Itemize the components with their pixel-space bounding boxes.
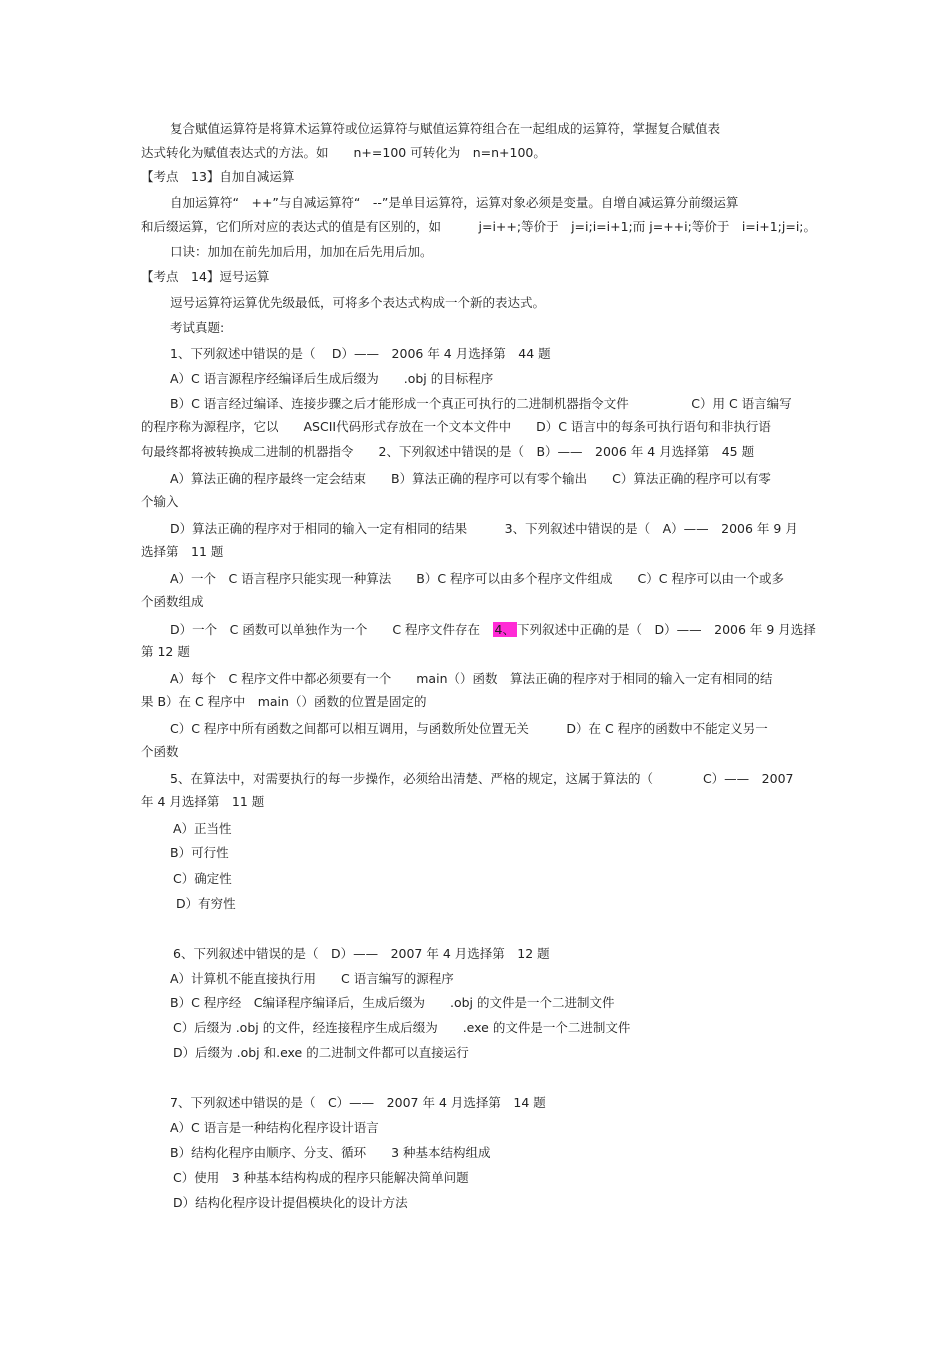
text-line: 第 12 题 bbox=[141, 644, 190, 659]
option-line: A）算法正确的程序最终一定会结束 B）算法正确的程序可以有零个输出 C）算法正确的程序可以有零 bbox=[170, 471, 771, 486]
option-line: A）C 语言是一种结构化程序设计语言 bbox=[170, 1120, 379, 1135]
text-line: 口诀：加加在前先加后用，加加在后先用后加。 bbox=[170, 244, 433, 259]
text-line: 的程序称为源程序，它以 ASCII代码形式存放在一个文本文件中 D）C 语言中的每条可执行语句和非执行语 bbox=[141, 419, 771, 434]
option-text: D）一个 C 函数可以单独作为一个 C 程序文件存在 bbox=[170, 622, 493, 637]
text-line: 自加运算符“ ++”与自减运算符“ --”是单目运算符，运算对象必须是变量。自增自减运算分前缀运算 bbox=[170, 195, 739, 210]
option-line: A）计算机不能直接执行用 C 语言编写的源程序 bbox=[170, 971, 454, 986]
question-line: 6、下列叙述中错误的是（ D）—— 2007 年 4 月选择第 12 题 bbox=[173, 946, 550, 961]
question-line: 7、下列叙述中错误的是（ C）—— 2007 年 4 月选择第 14 题 bbox=[170, 1095, 546, 1110]
option-line: D）算法正确的程序对于相同的输入一定有相同的结果 3、下列叙述中错误的是（ A）—— 2006 年 9 月 bbox=[170, 521, 798, 536]
question-line: 1、下列叙述中错误的是（ D）—— 2006 年 4 月选择第 44 题 bbox=[170, 346, 551, 361]
option-line: B）结构化程序由顺序、分支、循环 3 种基本结构组成 bbox=[170, 1145, 491, 1160]
option-line: A）一个 C 语言程序只能实现一种算法 B）C 程序可以由多个程序文件组成 C）C 程序可以由一个或多 bbox=[170, 571, 784, 586]
option-line: A）C 语言源程序经编译后生成后缀为 .obj 的目标程序 bbox=[170, 371, 494, 386]
text-line: 句最终都将被转换成二进制的机器指令 2、下列叙述中错误的是（ B）—— 2006 年 4 月选择第 45 题 bbox=[141, 444, 755, 459]
text-line: 果 B）在 C 程序中 main（）函数的位置是固定的 bbox=[141, 694, 427, 709]
option-line: C）后缀为 .obj 的文件，经连接程序生成后缀为 .exe 的文件是一个二进制文件 bbox=[173, 1020, 631, 1035]
option-line: B）C 程序经 C编译程序编译后，生成后缀为 .obj 的文件是一个二进制文件 bbox=[170, 995, 615, 1010]
option-line: D）后缀为 .obj 和.exe 的二进制文件都可以直接运行 bbox=[173, 1045, 469, 1060]
text-line: 和后缀运算，它们所对应的表达式的值是有区别的，如 j=i++;等价于 j=i;i=i+1;而 j=++i;等价于 i=i+1;j=i;。 bbox=[141, 219, 817, 234]
text-line: 复合赋值运算符是将算术运算符或位运算符与赋值运算符组合在一起组成的运算符，掌握复合赋值表 bbox=[170, 121, 721, 136]
option-line: B）可行性 bbox=[170, 845, 229, 860]
text-line: 个函数组成 bbox=[141, 594, 204, 609]
option-line: C）确定性 bbox=[173, 871, 232, 886]
text-line: 逗号运算符运算优先级最低，可将多个表达式构成一个新的表达式。 bbox=[170, 295, 546, 310]
text-line: 年 4 月选择第 11 题 bbox=[141, 794, 265, 809]
text-line: 考试真题: bbox=[170, 320, 225, 335]
section-heading: 【考点 14】逗号运算 bbox=[141, 269, 270, 284]
question-text: 下列叙述中正确的是（ D）—— 2006 年 9 月选择 bbox=[516, 622, 816, 637]
highlight-marker: 4、 bbox=[494, 622, 515, 637]
option-line bbox=[170, 622, 816, 638]
text-line: 达式转化为赋值表达式的方法。如 n+=100 可转化为 n=n+100。 bbox=[141, 145, 546, 160]
text-line: 个输入 bbox=[141, 494, 179, 509]
option-line: A）正当性 bbox=[173, 821, 232, 836]
option-line: C）C 程序中所有函数之间都可以相互调用，与函数所处位置无关 D）在 C 程序的函数中不能定义另一 bbox=[170, 721, 768, 736]
option-line: D）结构化程序设计提倡模块化的设计方法 bbox=[173, 1195, 408, 1210]
text-line: 个函数 bbox=[141, 744, 179, 759]
option-line: B）C 语言经过编译、连接步骤之后才能形成一个真正可执行的二进制机器指令文件 C）用 C 语言编写 bbox=[170, 396, 792, 411]
question-line: 5、在算法中，对需要执行的每一步操作，必须给出清楚、严格的规定，这属于算法的（ C）—— 2007 bbox=[170, 771, 794, 786]
option-line: A）每个 C 程序文件中都必须要有一个 main（）函数 算法正确的程序对于相同的输入一定有相同的结 bbox=[170, 671, 773, 686]
option-line: D）有穷性 bbox=[176, 896, 236, 911]
option-line: C）使用 3 种基本结构构成的程序只能解决简单问题 bbox=[173, 1170, 469, 1185]
text-line: 选择第 11 题 bbox=[141, 544, 224, 559]
section-heading: 【考点 13】自加自减运算 bbox=[141, 169, 295, 184]
